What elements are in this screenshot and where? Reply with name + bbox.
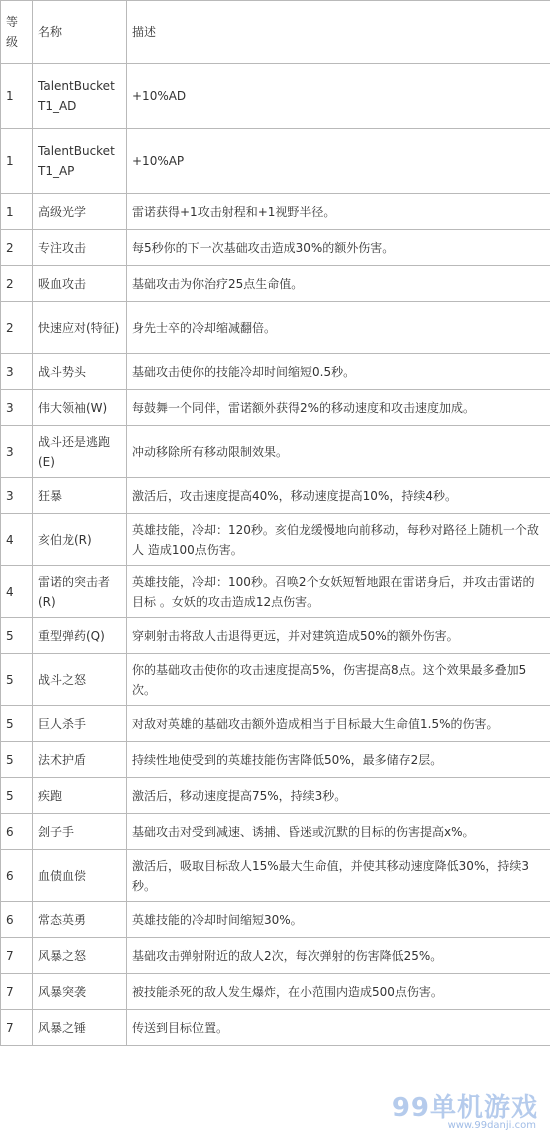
row-desc-cell: 冲动移除所有移动限制效果。 <box>127 426 550 478</box>
row-level-cell: 5 <box>1 742 33 778</box>
header-desc: 描述 <box>127 1 550 64</box>
row-level-cell: 1 <box>1 194 33 230</box>
row-level-cell: 3 <box>1 426 33 478</box>
table-row <box>1 194 550 230</box>
watermark-logo-text: 99单机游戏 <box>391 1093 538 1123</box>
table-body <box>1 64 550 1046</box>
row-desc-cell: 被技能杀死的敌人发生爆炸，在小范围内造成500点伤害。 <box>127 974 550 1010</box>
table-row <box>1 478 550 514</box>
table-row <box>1 129 550 194</box>
header-name: 名称 <box>33 1 127 64</box>
table-row <box>1 302 550 354</box>
row-name-cell: 法术护盾 <box>33 742 127 778</box>
row-name-cell: 亥伯龙(R) <box>33 514 127 566</box>
table-row <box>1 742 550 778</box>
row-desc-cell: 英雄技能，冷却：120秒。亥伯龙缓慢地向前移动，每秒对路径上随机一个敌人 造成100点伤害。 <box>127 514 550 566</box>
row-desc-cell: 身先士卒的冷却缩减翻倍。 <box>127 302 550 354</box>
row-desc-cell: 穿刺射击将敌人击退得更远，并对建筑造成50%的额外伤害。 <box>127 618 550 654</box>
row-desc-cell: 基础攻击使你的技能冷却时间缩短0.5秒。 <box>127 354 550 390</box>
table-row <box>1 706 550 742</box>
table-row <box>1 902 550 938</box>
table-row <box>1 230 550 266</box>
row-level-cell: 2 <box>1 302 33 354</box>
row-desc-cell: 持续性地使受到的英雄技能伤害降低50%，最多储存2层。 <box>127 742 550 778</box>
table-row <box>1 64 550 129</box>
row-desc-cell: 激活后，吸取目标敌人15%最大生命值，并使其移动速度降低30%，持续3秒。 <box>127 850 550 902</box>
row-desc-cell: 每鼓舞一个同伴，雷诺额外获得2%的移动速度和攻击速度加成。 <box>127 390 550 426</box>
table-row <box>1 1010 550 1046</box>
row-level-cell: 3 <box>1 390 33 426</box>
table-row <box>1 938 550 974</box>
row-level-cell: 2 <box>1 230 33 266</box>
table-row <box>1 618 550 654</box>
row-level-cell: 5 <box>1 618 33 654</box>
row-name-cell: 重型弹药(Q) <box>33 618 127 654</box>
row-name-cell: 风暴突袭 <box>33 974 127 1010</box>
row-level-cell: 5 <box>1 706 33 742</box>
watermark-url: www.99danji.com <box>447 1120 536 1131</box>
table-row <box>1 814 550 850</box>
row-level-cell: 7 <box>1 1010 33 1046</box>
table-row <box>1 354 550 390</box>
row-name-cell: 常态英勇 <box>33 902 127 938</box>
row-name-cell: 专注攻击 <box>33 230 127 266</box>
row-level-cell: 7 <box>1 974 33 1010</box>
row-name-cell: 巨人杀手 <box>33 706 127 742</box>
table-row <box>1 974 550 1010</box>
row-level-cell: 6 <box>1 814 33 850</box>
row-level-cell: 5 <box>1 778 33 814</box>
row-name-cell: 狂暴 <box>33 478 127 514</box>
row-level-cell: 1 <box>1 64 33 129</box>
row-name-cell: 快速应对(特征) <box>33 302 127 354</box>
table-header-row <box>1 1 550 64</box>
row-level-cell: 3 <box>1 354 33 390</box>
row-name-cell: 风暴之怒 <box>33 938 127 974</box>
row-level-cell: 1 <box>1 129 33 194</box>
row-desc-cell: 雷诺获得+1攻击射程和+1视野半径。 <box>127 194 550 230</box>
row-level-cell: 4 <box>1 514 33 566</box>
site-watermark <box>384 1087 544 1131</box>
table-row <box>1 514 550 566</box>
row-name-cell: 伟大领袖(W) <box>33 390 127 426</box>
row-name-cell: 战斗还是逃跑(E) <box>33 426 127 478</box>
row-name-cell: 刽子手 <box>33 814 127 850</box>
row-name-cell: 血债血偿 <box>33 850 127 902</box>
row-level-cell: 6 <box>1 902 33 938</box>
row-desc-cell: 每5秒你的下一次基础攻击造成30%的额外伤害。 <box>127 230 550 266</box>
row-level-cell: 7 <box>1 938 33 974</box>
row-level-cell: 2 <box>1 266 33 302</box>
row-desc-cell: 英雄技能，冷却：100秒。召唤2个女妖短暂地跟在雷诺身后，并攻击雷诺的目标 。女妖的攻击造成12点伤害。 <box>127 566 550 618</box>
row-desc-cell: 激活后，攻击速度提高40%，移动速度提高10%，持续4秒。 <box>127 478 550 514</box>
row-desc-cell: 传送到目标位置。 <box>127 1010 550 1046</box>
row-level-cell: 3 <box>1 478 33 514</box>
row-desc-cell: 英雄技能的冷却时间缩短30%。 <box>127 902 550 938</box>
row-desc-cell: 基础攻击弹射附近的敌人2次，每次弹射的伤害降低25%。 <box>127 938 550 974</box>
table-row <box>1 654 550 706</box>
row-level-cell: 6 <box>1 850 33 902</box>
row-desc-cell: 激活后，移动速度提高75%，持续3秒。 <box>127 778 550 814</box>
row-name-cell: 雷诺的突击者(R) <box>33 566 127 618</box>
header-level: 等级 <box>1 1 33 64</box>
table-row <box>1 850 550 902</box>
row-name-cell: TalentBucketT1_AP <box>33 129 127 194</box>
row-name-cell: 风暴之锤 <box>33 1010 127 1046</box>
table-row <box>1 390 550 426</box>
row-desc-cell: +10%AD <box>127 64 550 129</box>
row-level-cell: 4 <box>1 566 33 618</box>
row-level-cell: 5 <box>1 654 33 706</box>
row-desc-cell: +10%AP <box>127 129 550 194</box>
row-name-cell: 战斗之怒 <box>33 654 127 706</box>
table-row <box>1 778 550 814</box>
row-name-cell: 战斗势头 <box>33 354 127 390</box>
row-name-cell: 疾跑 <box>33 778 127 814</box>
row-name-cell: 吸血攻击 <box>33 266 127 302</box>
row-desc-cell: 对敌对英雄的基础攻击额外造成相当于目标最大生命值1.5%的伤害。 <box>127 706 550 742</box>
table-row <box>1 266 550 302</box>
row-desc-cell: 基础攻击为你治疗25点生命值。 <box>127 266 550 302</box>
table-row <box>1 566 550 618</box>
table-row <box>1 426 550 478</box>
row-desc-cell: 基础攻击对受到减速、诱捕、昏迷或沉默的目标的伤害提高x%。 <box>127 814 550 850</box>
row-desc-cell: 你的基础攻击使你的攻击速度提高5%，伤害提高8点。这个效果最多叠加5次。 <box>127 654 550 706</box>
row-name-cell: 高级光学 <box>33 194 127 230</box>
row-name-cell: TalentBucketT1_AD <box>33 64 127 129</box>
